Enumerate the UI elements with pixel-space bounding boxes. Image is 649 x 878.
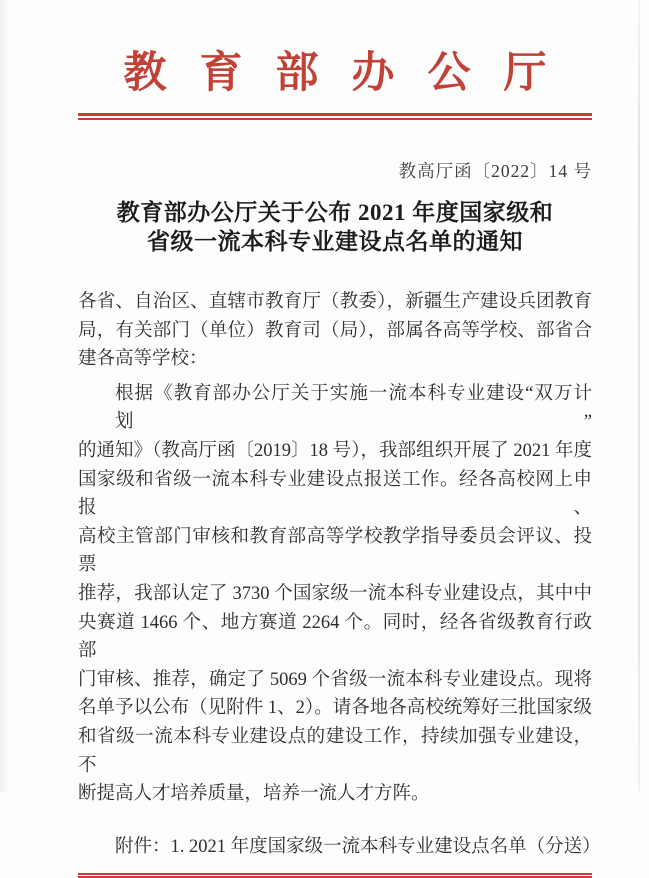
attachment-line: 附件：1. 2021 年度国家级一流本科专业建设点名单（分送） bbox=[115, 836, 601, 857]
body-line: 门审核、推荐，确定了 5069 个省级一流本科专业建设点。现将 bbox=[78, 669, 592, 690]
body-line: 央赛道 1466 个、地方赛道 2264 个。同时，经各省级教育行政部 bbox=[78, 612, 592, 662]
body-line: 高校主管部门审核和教育部高等学校教学指导委员会评议、投票 bbox=[78, 526, 592, 576]
notice-title bbox=[78, 198, 592, 256]
salutation-line: 局，有关部门（单位）教育司（局），部属各高等学校、部省合 bbox=[78, 320, 592, 341]
body-line: 根据《教育部办公厅关于实施一流本科专业建设“双万计划” bbox=[115, 383, 592, 433]
body-line: 名单予以公布（见附件 1、2）。请各地各高校统筹好三批国家级 bbox=[78, 698, 592, 719]
body-line: 的通知》（教高厅函〔2019〕18 号），我部组织开展了 2021 年度 bbox=[78, 440, 592, 461]
salutation-line: 各省、自治区、直辖市教育厅（教委），新疆生产建设兵团教育 bbox=[78, 292, 592, 312]
salutation-line: 建各高等学校： bbox=[78, 349, 208, 370]
salutation bbox=[78, 288, 592, 374]
notice-title-line-1: 教育部办公厅关于公布 2021 年度国家级和 bbox=[116, 200, 554, 225]
body-line: 推荐，我部认定了 3730 个国家级一流本科专业建设点，其中中 bbox=[78, 583, 592, 604]
doc-number: 教高厅函〔2022〕14 号 bbox=[398, 161, 592, 181]
notice-title-line-2: 省级一流本科专业建设点名单的通知 bbox=[147, 229, 523, 254]
body-line: 断提高人才培养质量，培养一流人才方阵。 bbox=[78, 784, 430, 805]
letterhead-title: 教育部办公厅 bbox=[123, 50, 580, 97]
body-line: 和省级一流本科专业建设点的建设工作，持续加强专业建设，不 bbox=[78, 726, 592, 776]
body-paragraph bbox=[78, 380, 592, 809]
footer-rule bbox=[78, 873, 592, 878]
letterhead-divider-rule bbox=[78, 113, 592, 120]
body-line: 国家级和省级一流本科专业建设点报送工作。经各高校网上申报、 bbox=[78, 469, 592, 519]
